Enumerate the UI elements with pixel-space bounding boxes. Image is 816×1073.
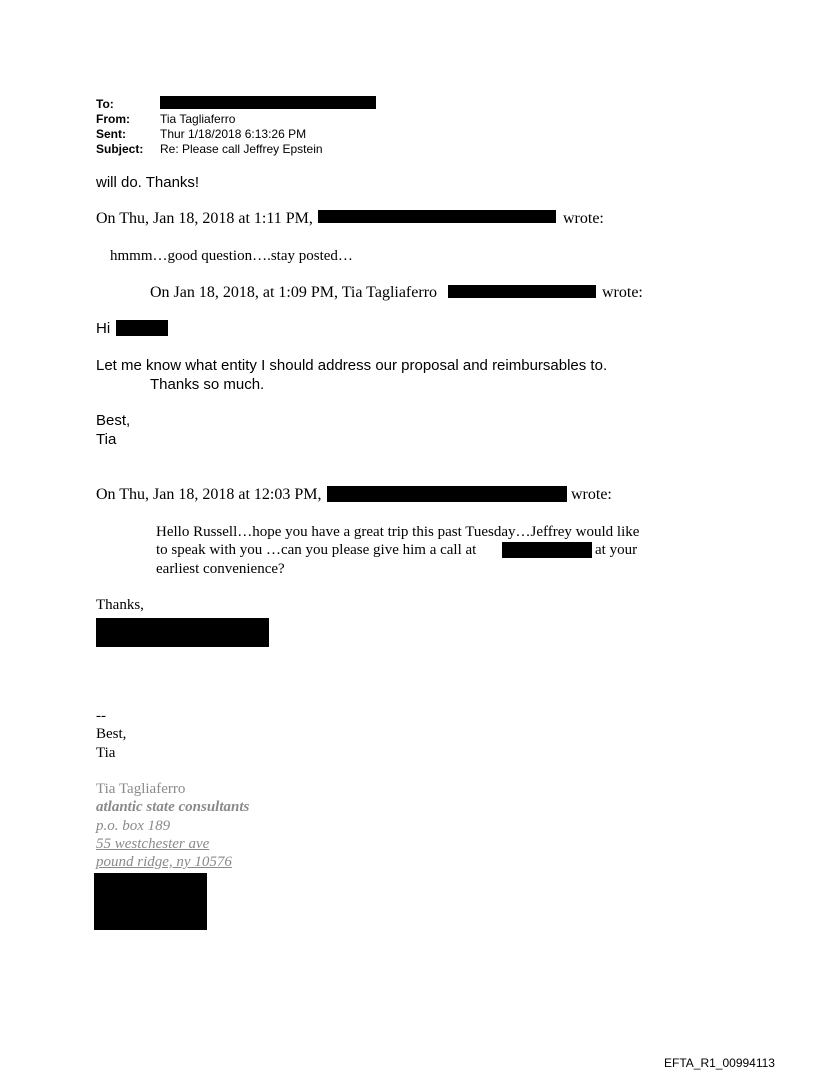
quote3-wrote: wrote:: [571, 486, 612, 503]
thanks-line: Thanks,: [96, 597, 144, 613]
sent-value: Thur 1/18/2018 6:13:26 PM: [160, 127, 307, 141]
reply-line: will do. Thanks!: [96, 174, 200, 191]
recipient-name-redaction: [116, 320, 168, 336]
message-line-3: earliest convenience?: [156, 561, 285, 577]
phone-redaction: [502, 542, 592, 558]
request-line-1: Let me know what entity I should address our proposal and reimbursables to.: [96, 357, 608, 374]
hi-line: Hi: [96, 320, 111, 337]
subject-value: Re: Please call Jeffrey Epstein: [160, 142, 323, 156]
quote1-sender-redaction: [318, 210, 556, 223]
to-redaction: [160, 96, 376, 109]
quote3-sender-redaction: [327, 486, 567, 502]
message-line-1: Hello Russell…hope you have a great trip this past Tuesday…Jeffrey would like: [156, 524, 640, 540]
signature-full-name: Tia Tagliaferro: [96, 781, 186, 797]
sent-label: Sent:: [96, 127, 126, 141]
quote3-attribution: On Thu, Jan 18, 2018 at 12:03 PM,: [96, 486, 322, 503]
request-line-2: Thanks so much.: [150, 376, 265, 393]
quote1-wrote: wrote:: [563, 210, 604, 227]
quote1-text: hmmm…good question….stay posted…: [110, 248, 353, 264]
document-id: EFTA_R1_00994113: [664, 1056, 775, 1070]
from-label: From:: [96, 112, 130, 126]
tia-line: Tia: [96, 431, 117, 448]
to-label: To:: [96, 97, 114, 111]
quote2-wrote: wrote:: [602, 284, 643, 301]
message-line-2: to speak with you …can you please give him a call at: [156, 542, 477, 558]
signature-best: Best,: [96, 726, 127, 742]
signature-po-box: p.o. box 189: [96, 818, 171, 834]
signature-street-link[interactable]: 55 westchester ave: [96, 836, 210, 852]
signoff-redaction: [96, 618, 269, 647]
signature-image-redaction: [94, 873, 207, 930]
quote2-email-redaction: [448, 285, 596, 298]
signature-city-link[interactable]: pound ridge, ny 10576: [96, 854, 232, 870]
message-line-2-end: at your: [595, 542, 638, 558]
signature-name: Tia: [96, 745, 116, 761]
signature-dashes: --: [96, 708, 106, 724]
signature-company: atlantic state consultants: [96, 799, 250, 815]
quote2-attribution: On Jan 18, 2018, at 1:09 PM, Tia Tagliaferro: [150, 284, 438, 301]
from-value: Tia Tagliaferro: [160, 112, 236, 126]
best-line: Best,: [96, 412, 131, 429]
subject-label: Subject:: [96, 142, 144, 156]
quote1-attribution: On Thu, Jan 18, 2018 at 1:11 PM,: [96, 210, 313, 227]
